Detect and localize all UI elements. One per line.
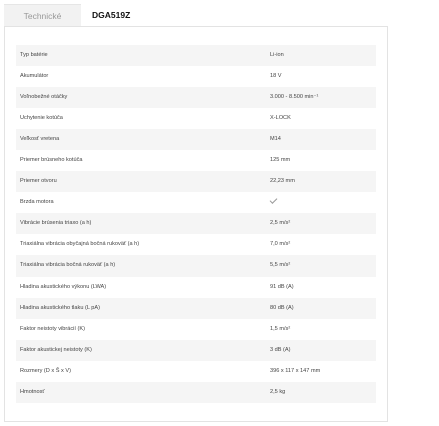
spec-label: Faktor akustickej neistoty (K) xyxy=(20,346,92,353)
spec-label: Triaxiálna vibrácia obyčajná bočná rukoväť (a h) xyxy=(20,241,140,248)
spec-label: Priemer brúsneho kotúča xyxy=(20,157,83,164)
check-icon xyxy=(270,196,278,204)
spec-label: Brzda motora xyxy=(20,199,54,206)
spec-label: Priemer otvoru xyxy=(20,178,57,185)
spec-value: 2,5 m/s² xyxy=(270,220,291,227)
spec-value: 2,5 kg xyxy=(270,388,286,395)
spec-label: Triaxiálna vibrácia bočná rukoväť (a h) xyxy=(20,262,116,269)
spec-value: Li-ion xyxy=(270,52,284,58)
spec-label: Rozmery (D x Š x V) xyxy=(20,367,71,374)
table-row xyxy=(16,255,376,276)
tab-technical-params[interactable]: Technické xyxy=(4,4,81,27)
spec-value: 125 mm xyxy=(270,157,291,164)
spec-label: Hladina akustického tlaku (L pA) xyxy=(20,304,101,311)
specs-panel xyxy=(4,26,388,422)
table-row xyxy=(16,234,376,255)
spec-value: 22,23 mm xyxy=(270,178,295,185)
table-row xyxy=(16,319,376,340)
spec-value: 396 x 117 x 147 mm xyxy=(270,367,321,374)
table-row xyxy=(16,129,376,150)
table-row xyxy=(16,298,376,319)
spec-label: Hladina akustického výkonu (LWA) xyxy=(20,283,107,290)
spec-value: X-LOCK xyxy=(270,115,291,122)
table-row xyxy=(16,382,376,403)
table-row xyxy=(16,45,376,66)
spec-label: Faktor neistoty vibrácií (K) xyxy=(20,325,85,332)
spec-value: M14 xyxy=(270,136,281,143)
table-row xyxy=(16,87,376,108)
table-row xyxy=(16,192,376,213)
spec-label: Veľkosť vretena xyxy=(20,136,60,143)
spec-label: Hmotnosť xyxy=(20,388,45,395)
table-row xyxy=(16,277,376,298)
table-row xyxy=(16,361,376,382)
table-row xyxy=(16,171,376,192)
table-row xyxy=(16,108,376,129)
tab-model[interactable]: DGA519Z xyxy=(92,10,131,20)
spec-value: 5,5 m/s² xyxy=(270,262,291,269)
spec-value: 3.000 - 8.500 min⁻¹ xyxy=(270,94,319,101)
spec-label: Uchytenie kotúča xyxy=(20,115,63,122)
specs-table xyxy=(16,45,376,403)
spec-value: 91 dB (A) xyxy=(270,283,294,290)
spec-label: Akumulátor xyxy=(20,73,49,80)
table-row xyxy=(16,340,376,361)
spec-value: 1,5 m/s² xyxy=(270,325,291,332)
tab-bar xyxy=(4,4,410,26)
spec-value: 18 V xyxy=(270,73,282,80)
spec-label: Vibrácie brúsenia triaxo (a h) xyxy=(20,220,92,227)
spec-label: Typ batérie xyxy=(20,52,48,58)
spec-value: 3 dB (A) xyxy=(270,346,291,353)
table-row xyxy=(16,150,376,171)
spec-label: Voľnobežné otáčky xyxy=(20,94,68,101)
spec-value: 7,0 m/s² xyxy=(270,241,291,248)
table-row xyxy=(16,66,376,87)
table-row xyxy=(16,213,376,234)
spec-value: 80 dB (A) xyxy=(270,304,294,311)
spec-value xyxy=(270,192,277,213)
